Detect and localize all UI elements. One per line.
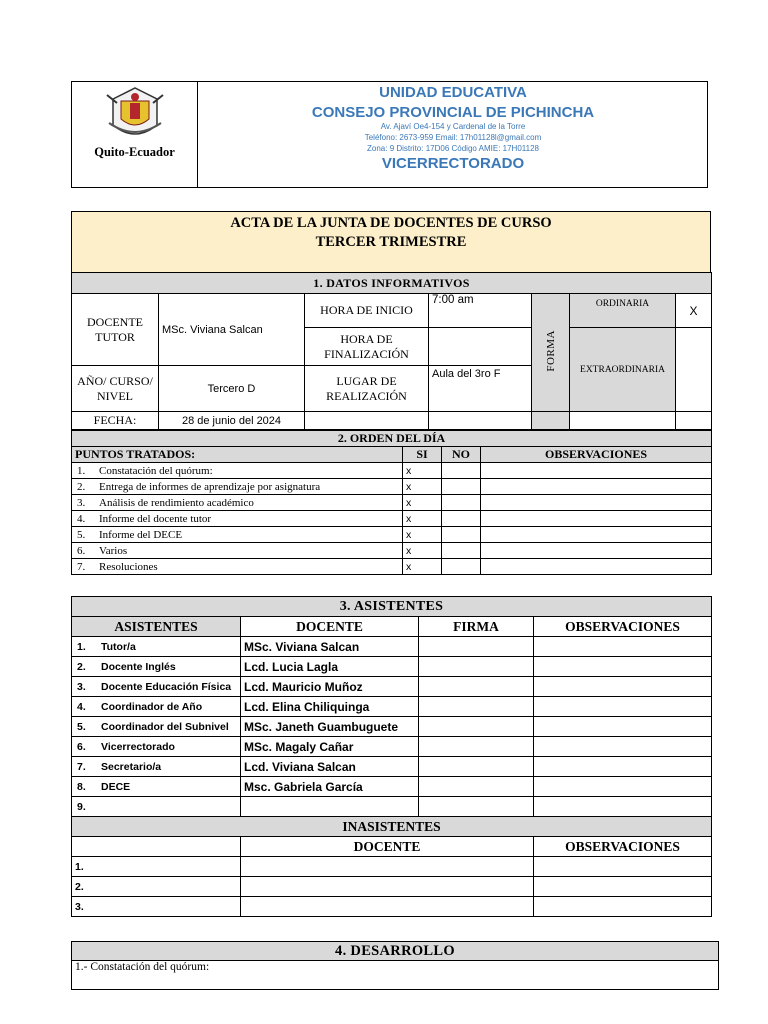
fecha-label: FECHA: xyxy=(72,412,159,430)
orden-item-observaciones[interactable] xyxy=(481,543,712,559)
asistente-role: Coordinador de Año xyxy=(101,700,203,713)
asistente-docente[interactable]: MSc. Janeth Guambuguete xyxy=(241,717,419,737)
orden-item-observaciones[interactable] xyxy=(481,479,712,495)
docente-tutor-label: DOCENTE TUTOR xyxy=(72,294,159,366)
acta-title-box xyxy=(71,211,711,272)
asistente-role-cell xyxy=(72,717,241,737)
hora-inicio-value[interactable]: 7:00 am xyxy=(429,294,532,328)
orden-item-si[interactable]: x xyxy=(403,527,442,543)
inasistente-row xyxy=(72,877,712,897)
asistente-observaciones[interactable] xyxy=(534,797,712,817)
asistente-role-cell xyxy=(72,697,241,717)
inasistente-number: 3. xyxy=(72,897,241,917)
asistente-docente[interactable]: Lcd. Elina Chiliquinga xyxy=(241,697,419,717)
asistente-role: Secretario/a xyxy=(101,760,162,773)
orden-item-number: 3. xyxy=(77,496,86,509)
asistentes-block xyxy=(71,596,711,917)
orden-item-si[interactable]: x xyxy=(403,479,442,495)
document-header xyxy=(71,81,708,188)
asistente-row xyxy=(72,637,712,657)
lugar-value[interactable]: Aula del 3ro F xyxy=(429,366,532,412)
section-title-datos: 1. DATOS INFORMATIVOS xyxy=(72,273,712,294)
asistente-number: 2. xyxy=(77,660,86,673)
asistente-docente[interactable]: Lcd. Lucia Lagla xyxy=(241,657,419,677)
orden-item-si[interactable]: x xyxy=(403,463,442,479)
extraordinaria-checkbox[interactable] xyxy=(676,328,712,412)
inasistente-docente[interactable] xyxy=(241,857,534,877)
school-name-line2: CONSEJO PROVINCIAL DE PICHINCHA xyxy=(311,104,595,121)
asistente-number: 7. xyxy=(77,760,86,773)
orden-item-text xyxy=(72,463,403,479)
orden-item-no[interactable] xyxy=(442,479,481,495)
desarrollo-table xyxy=(71,941,719,990)
asistente-role: Coordinador del Subnivel xyxy=(101,720,229,733)
col-asistentes: ASISTENTES xyxy=(72,617,241,637)
asistente-role-cell xyxy=(72,777,241,797)
orden-item-number: 5. xyxy=(77,528,86,541)
inasistente-docente[interactable] xyxy=(241,877,534,897)
section-title-orden: 2. ORDEN DEL DÍA xyxy=(72,431,712,447)
curso-value[interactable]: Tercero D xyxy=(159,366,305,412)
asistentes-rows xyxy=(72,637,712,817)
orden-item-number: 2. xyxy=(77,480,86,493)
school-department: VICERRECTORADO xyxy=(381,155,525,172)
orden-item-number: 6. xyxy=(77,544,86,557)
orden-item-label: Constatación del quórum: xyxy=(99,464,213,477)
orden-item-number: 1. xyxy=(77,464,86,477)
ina-col-observaciones: OBSERVACIONES xyxy=(534,837,712,857)
asistente-role-cell xyxy=(72,657,241,677)
asistente-firma[interactable] xyxy=(419,717,534,737)
fecha-value[interactable]: 28 de junio del 2024 xyxy=(159,412,305,430)
col-no: NO xyxy=(442,447,481,463)
orden-item-si[interactable]: x xyxy=(403,511,442,527)
orden-del-dia-table xyxy=(71,430,712,575)
orden-item-number: 7. xyxy=(77,560,86,573)
asistente-number: 8. xyxy=(77,780,86,793)
orden-item-si[interactable]: x xyxy=(403,495,442,511)
orden-item-si[interactable]: x xyxy=(403,543,442,559)
asistente-firma[interactable] xyxy=(419,797,534,817)
asistentes-table xyxy=(71,596,712,917)
orden-item-text xyxy=(72,511,403,527)
asistente-number: 5. xyxy=(77,720,86,733)
school-phone-email: Teléfono: 2673-959 Email: 17h01128l@gmail.com xyxy=(364,133,542,142)
section-title-asistentes: 3. ASISTENTES xyxy=(72,597,712,617)
asistente-row xyxy=(72,757,712,777)
asistente-role-cell xyxy=(72,797,241,817)
asistente-firma[interactable] xyxy=(419,637,534,657)
orden-item-observaciones[interactable] xyxy=(481,527,712,543)
ordinaria-checkbox[interactable]: X xyxy=(676,294,712,328)
col-si: SI xyxy=(403,447,442,463)
asistente-firma[interactable] xyxy=(419,697,534,717)
lugar-label: LUGAR DE REALIZACIÓN xyxy=(305,366,429,412)
orden-item-text xyxy=(72,527,403,543)
asistente-observaciones[interactable] xyxy=(534,757,712,777)
forma-label: FORMA xyxy=(544,329,557,372)
orden-item-observaciones[interactable] xyxy=(481,559,712,575)
ina-col-docente: DOCENTE xyxy=(241,837,534,857)
orden-item-row xyxy=(72,527,712,543)
hora-fin-label: HORA DE FINALIZACIÓN xyxy=(305,328,429,366)
inasistente-observaciones[interactable] xyxy=(534,877,712,897)
orden-item-row xyxy=(72,495,712,511)
forma-label-cell xyxy=(532,294,570,412)
inasistentes-rows xyxy=(72,857,712,917)
asistente-firma[interactable] xyxy=(419,677,534,697)
city-label: Quito-Ecuador xyxy=(94,145,175,159)
orden-item-si[interactable]: x xyxy=(403,559,442,575)
col-docente: DOCENTE xyxy=(241,617,419,637)
orden-item-label: Informe del docente tutor xyxy=(99,512,212,525)
datos-informativos-table xyxy=(71,272,712,430)
asistente-role: Vicerrectorado xyxy=(101,740,175,753)
ordinaria-label: ORDINARIA xyxy=(570,294,676,328)
asistente-number: 9. xyxy=(77,800,86,813)
asistente-row xyxy=(72,797,712,817)
asistente-row xyxy=(72,717,712,737)
orden-item-text xyxy=(72,543,403,559)
asistente-docente[interactable]: MSc. Viviana Salcan xyxy=(241,637,419,657)
school-crest-logo xyxy=(103,85,167,143)
asistente-docente[interactable] xyxy=(241,797,419,817)
asistente-observaciones[interactable] xyxy=(534,637,712,657)
inasistente-observaciones[interactable] xyxy=(534,857,712,877)
school-name-line1: UNIDAD EDUCATIVA xyxy=(379,84,527,101)
asistente-firma[interactable] xyxy=(419,737,534,757)
asistente-number: 1. xyxy=(77,640,86,653)
inasistente-row xyxy=(72,897,712,917)
acta-form xyxy=(71,211,711,575)
asistente-row xyxy=(72,657,712,677)
asistente-observaciones[interactable] xyxy=(534,737,712,757)
hora-fin-value[interactable] xyxy=(429,328,532,366)
fecha-empty-4 xyxy=(570,412,676,430)
orden-item-label: Análisis de rendimiento académico xyxy=(99,496,254,509)
asistente-role-cell xyxy=(72,757,241,777)
asistente-docente[interactable]: MSc. Magaly Cañar xyxy=(241,737,419,757)
orden-items xyxy=(72,463,712,575)
school-address: Av. Ajaví Oe4-154 y Cardenal de la Torre xyxy=(380,122,526,131)
orden-item-label: Entrega de informes de aprendizaje por asignatura xyxy=(99,480,321,493)
inasistente-observaciones[interactable] xyxy=(534,897,712,917)
school-info xyxy=(198,82,708,172)
orden-item-no[interactable] xyxy=(442,511,481,527)
logo-cell xyxy=(72,82,198,187)
orden-item-label: Informe del DECE xyxy=(99,528,183,541)
asistente-role-cell xyxy=(72,677,241,697)
fecha-empty-1 xyxy=(305,412,429,430)
fecha-empty-5 xyxy=(676,412,712,430)
fecha-empty-2 xyxy=(429,412,532,430)
orden-item-row xyxy=(72,511,712,527)
asistente-role: DECE xyxy=(101,780,131,793)
asistente-observaciones[interactable] xyxy=(534,697,712,717)
asistente-row xyxy=(72,677,712,697)
asistente-row xyxy=(72,697,712,717)
inasistente-number: 1. xyxy=(72,857,241,877)
asistente-observaciones[interactable] xyxy=(534,677,712,697)
inasistente-number: 2. xyxy=(72,877,241,897)
asistente-number: 4. xyxy=(77,700,86,713)
orden-item-text xyxy=(72,495,403,511)
asistente-observaciones[interactable] xyxy=(534,777,712,797)
asistente-docente[interactable]: Lcd. Viviana Salcan xyxy=(241,757,419,777)
curso-label: AÑO/ CURSO/ NIVEL xyxy=(72,366,159,412)
orden-item-row xyxy=(72,543,712,559)
orden-item-text xyxy=(72,479,403,495)
section-title-desarrollo: 4. DESARROLLO xyxy=(72,942,719,961)
orden-item-number: 4. xyxy=(77,512,86,525)
asistente-docente[interactable]: Lcd. Mauricio Muñoz xyxy=(241,677,419,697)
inasistente-docente[interactable] xyxy=(241,897,534,917)
orden-item-no[interactable] xyxy=(442,559,481,575)
asistente-number: 6. xyxy=(77,740,86,753)
asistente-role-cell xyxy=(72,637,241,657)
col-observaciones-asist: OBSERVACIONES xyxy=(534,617,712,637)
asistente-observaciones[interactable] xyxy=(534,657,712,677)
asistente-number: 3. xyxy=(77,680,86,693)
asistente-role: Docente Educación Física xyxy=(101,680,232,693)
asistente-docente[interactable]: Msc. Gabriela García xyxy=(241,777,419,797)
orden-item-observaciones[interactable] xyxy=(481,511,712,527)
asistente-row xyxy=(72,737,712,757)
asistente-role: Docente Inglés xyxy=(101,660,176,673)
col-firma: FIRMA xyxy=(419,617,534,637)
acta-title: ACTA DE LA JUNTA DE DOCENTES DE CURSO xyxy=(230,215,552,231)
asistente-role-cell xyxy=(72,737,241,757)
extraordinaria-label: EXTRAORDINARIA xyxy=(570,328,676,412)
orden-item-observaciones[interactable] xyxy=(481,463,712,479)
asistente-firma[interactable] xyxy=(419,657,534,677)
desarrollo-line-1[interactable]: 1.- Constatación del quórum: xyxy=(72,961,719,990)
orden-item-no[interactable] xyxy=(442,463,481,479)
asistente-firma[interactable] xyxy=(419,777,534,797)
inasistentes-title: INASISTENTES xyxy=(72,817,712,837)
orden-item-no[interactable] xyxy=(442,543,481,559)
orden-item-observaciones[interactable] xyxy=(481,495,712,511)
asistente-firma[interactable] xyxy=(419,757,534,777)
asistente-observaciones[interactable] xyxy=(534,717,712,737)
hora-inicio-label: HORA DE INICIO xyxy=(305,294,429,328)
docente-tutor-value[interactable]: MSc. Viviana Salcan xyxy=(159,294,305,366)
acta-subtitle: TERCER TRIMESTRE xyxy=(315,234,467,250)
ina-header-empty xyxy=(72,837,241,857)
school-zone-code: Zona: 9 Distrito: 17D06 Código AMIE: 17H01128 xyxy=(367,144,539,153)
col-observaciones: OBSERVACIONES xyxy=(481,447,712,463)
inasistente-row xyxy=(72,857,712,877)
orden-item-row xyxy=(72,479,712,495)
orden-item-label: Varios xyxy=(99,544,128,557)
asistente-row xyxy=(72,777,712,797)
orden-item-no[interactable] xyxy=(442,527,481,543)
orden-item-label: Resoluciones xyxy=(99,560,158,573)
orden-item-no[interactable] xyxy=(442,495,481,511)
col-puntos-tratados: PUNTOS TRATADOS: xyxy=(72,447,403,463)
fecha-empty-3 xyxy=(532,412,570,430)
orden-item-text xyxy=(72,559,403,575)
asistente-role: Tutor/a xyxy=(101,640,136,653)
desarrollo-block xyxy=(71,941,719,990)
orden-item-row xyxy=(72,559,712,575)
orden-item-row xyxy=(72,463,712,479)
